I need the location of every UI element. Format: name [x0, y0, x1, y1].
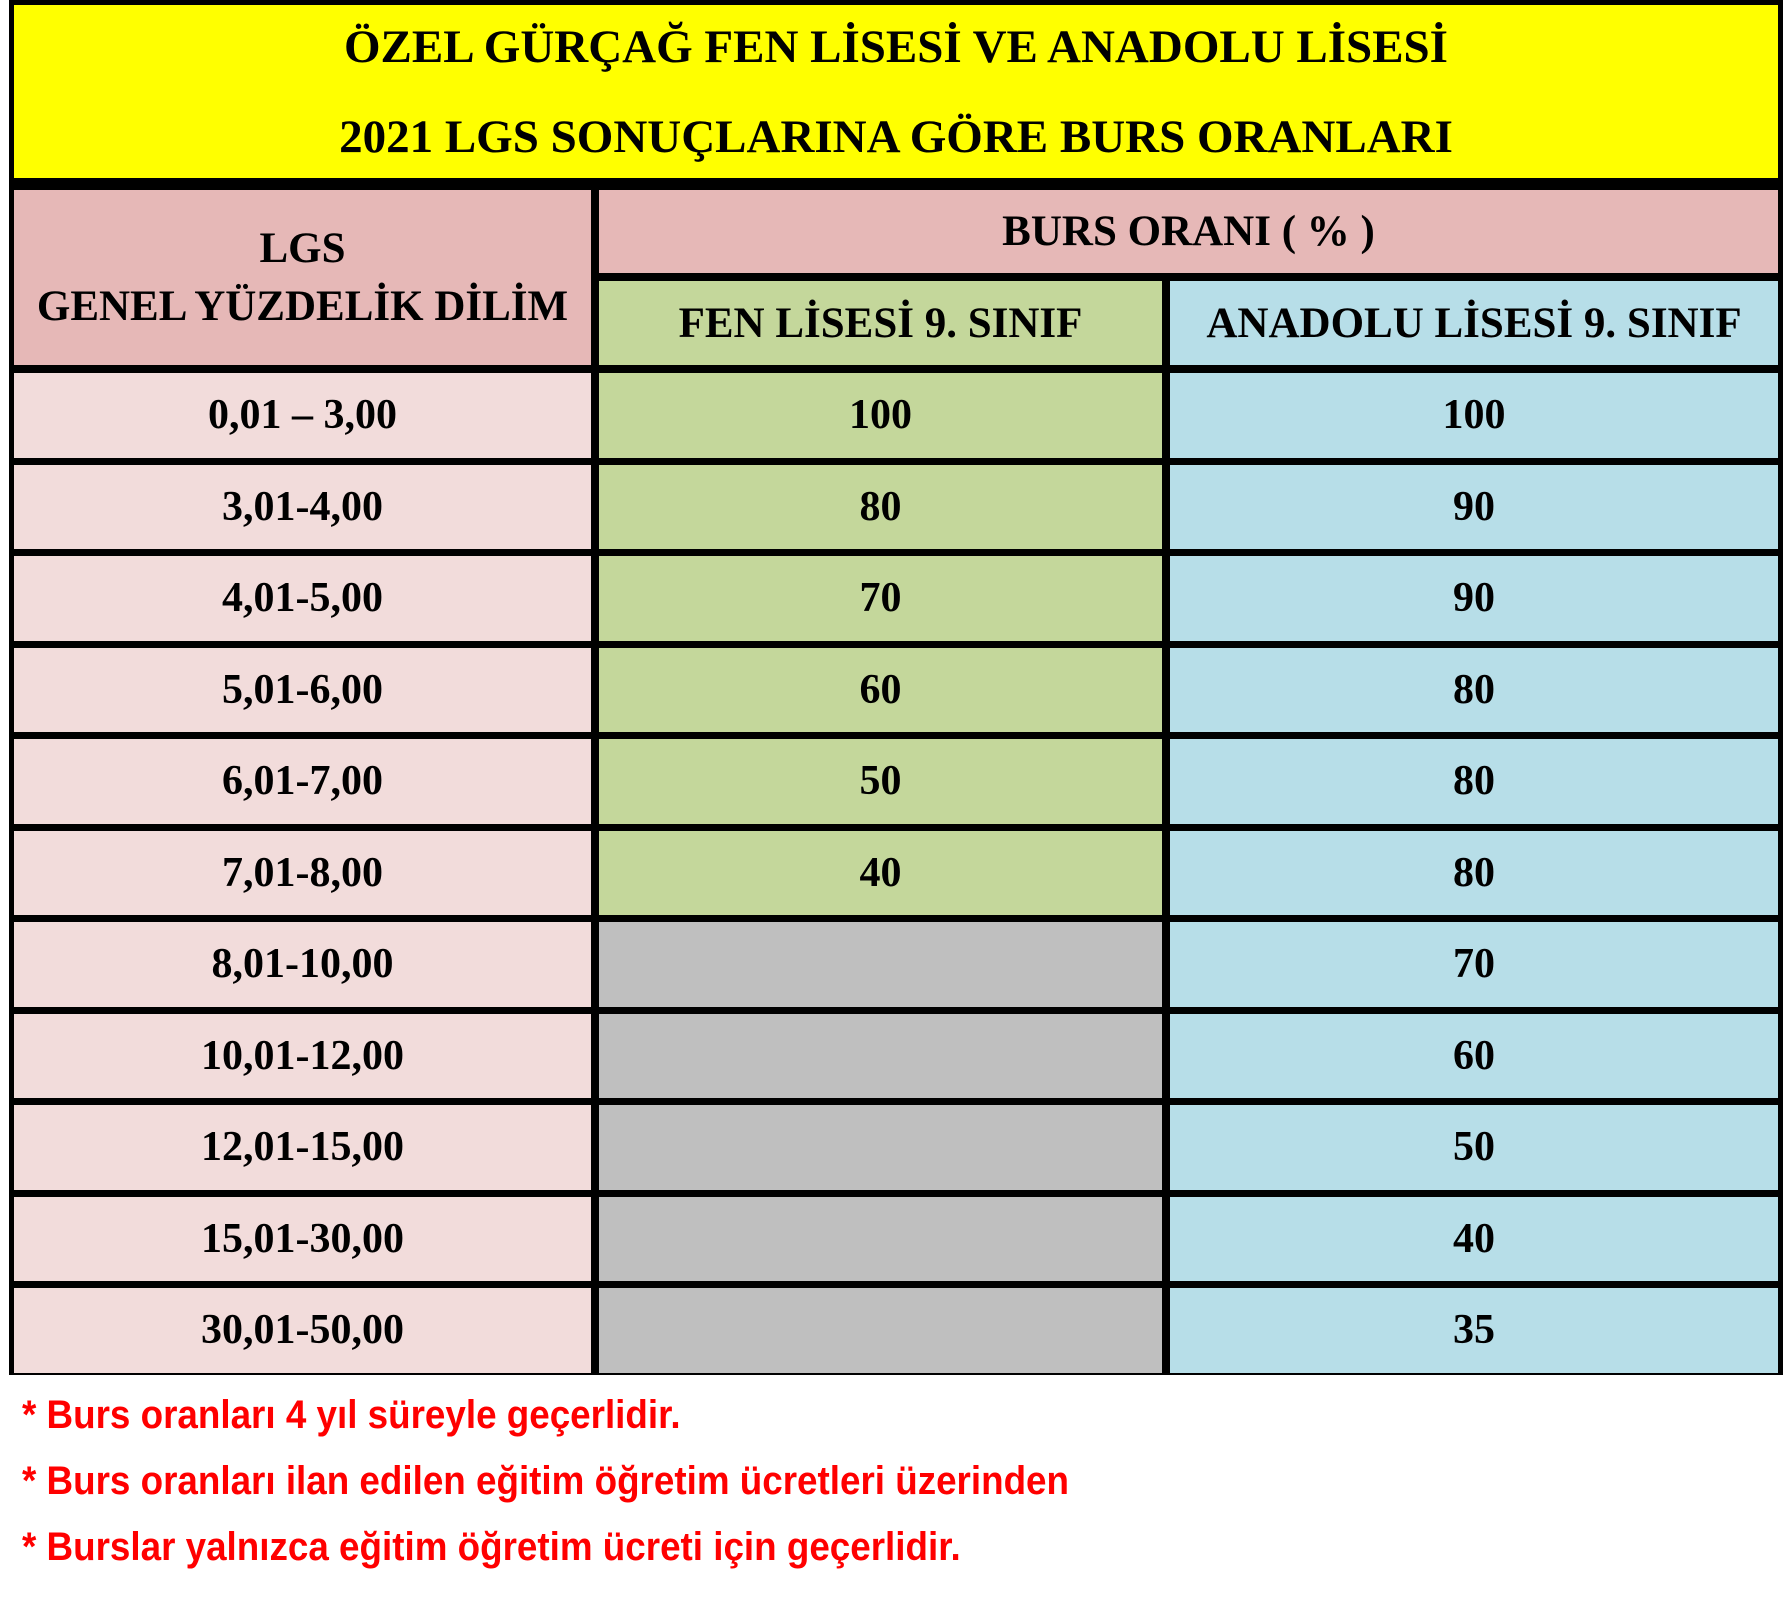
row-range: 30,01-50,00 — [14, 1288, 591, 1373]
scholarship-table — [9, 0, 1783, 1375]
header-lgs-line-2: GENEL YÜZDELİK DİLİM — [36, 282, 569, 330]
row-anadolu-rate: 50 — [1170, 1105, 1778, 1190]
row-anadolu-rate: 40 — [1170, 1197, 1778, 1282]
row-fen-rate — [599, 1014, 1162, 1099]
row-anadolu-rate: 90 — [1170, 465, 1778, 550]
row-fen-rate: 80 — [599, 465, 1162, 550]
row-range: 0,01 – 3,00 — [14, 373, 591, 458]
row-anadolu-rate: 80 — [1170, 831, 1778, 916]
row-anadolu-rate: 80 — [1170, 648, 1778, 733]
row-anadolu-rate: 80 — [1170, 739, 1778, 824]
row-range: 6,01-7,00 — [14, 739, 591, 824]
row-fen-rate: 70 — [599, 556, 1162, 641]
row-fen-rate: 100 — [599, 373, 1162, 458]
row-range: 8,01-10,00 — [14, 922, 591, 1007]
table-title — [14, 5, 1778, 178]
row-fen-rate — [599, 1288, 1162, 1373]
row-fen-rate: 50 — [599, 739, 1162, 824]
row-fen-rate — [599, 1197, 1162, 1282]
row-fen-rate — [599, 1105, 1162, 1190]
header-lgs — [14, 190, 591, 365]
header-lgs-line-1: LGS — [259, 224, 346, 272]
row-range: 4,01-5,00 — [14, 556, 591, 641]
notes — [22, 1382, 1160, 1580]
row-anadolu-rate: 90 — [1170, 556, 1778, 641]
title-line-1: ÖZEL GÜRÇAĞ FEN LİSESİ VE ANADOLU LİSESİ — [344, 20, 1448, 73]
row-fen-rate: 40 — [599, 831, 1162, 916]
row-range: 10,01-12,00 — [14, 1014, 591, 1099]
row-anadolu-rate: 35 — [1170, 1288, 1778, 1373]
row-range: 3,01-4,00 — [14, 465, 591, 550]
row-range: 5,01-6,00 — [14, 648, 591, 733]
row-range: 12,01-15,00 — [14, 1105, 591, 1190]
row-anadolu-rate: 70 — [1170, 922, 1778, 1007]
note-3: * Burslar yalnızca eğitim öğretim ücreti için geçerlidir. — [22, 1525, 961, 1569]
row-anadolu-rate: 100 — [1170, 373, 1778, 458]
header-burs-orani: BURS ORANI ( % ) — [599, 190, 1778, 273]
row-fen-rate — [599, 922, 1162, 1007]
header-fen-lisesi: FEN LİSESİ 9. SINIF — [599, 281, 1162, 365]
note-1: * Burs oranları 4 yıl süreyle geçerlidir. — [22, 1393, 681, 1437]
title-line-2: 2021 LGS SONUÇLARINA GÖRE BURS ORANLARI — [339, 110, 1453, 163]
row-range: 7,01-8,00 — [14, 831, 591, 916]
row-fen-rate: 60 — [599, 648, 1162, 733]
row-anadolu-rate: 60 — [1170, 1014, 1778, 1099]
note-2: * Burs oranları ilan edilen eğitim öğretim ücretleri üzerinden — [22, 1459, 1070, 1503]
row-range: 15,01-30,00 — [14, 1197, 591, 1282]
header-anadolu-lisesi: ANADOLU LİSESİ 9. SINIF — [1170, 281, 1778, 365]
